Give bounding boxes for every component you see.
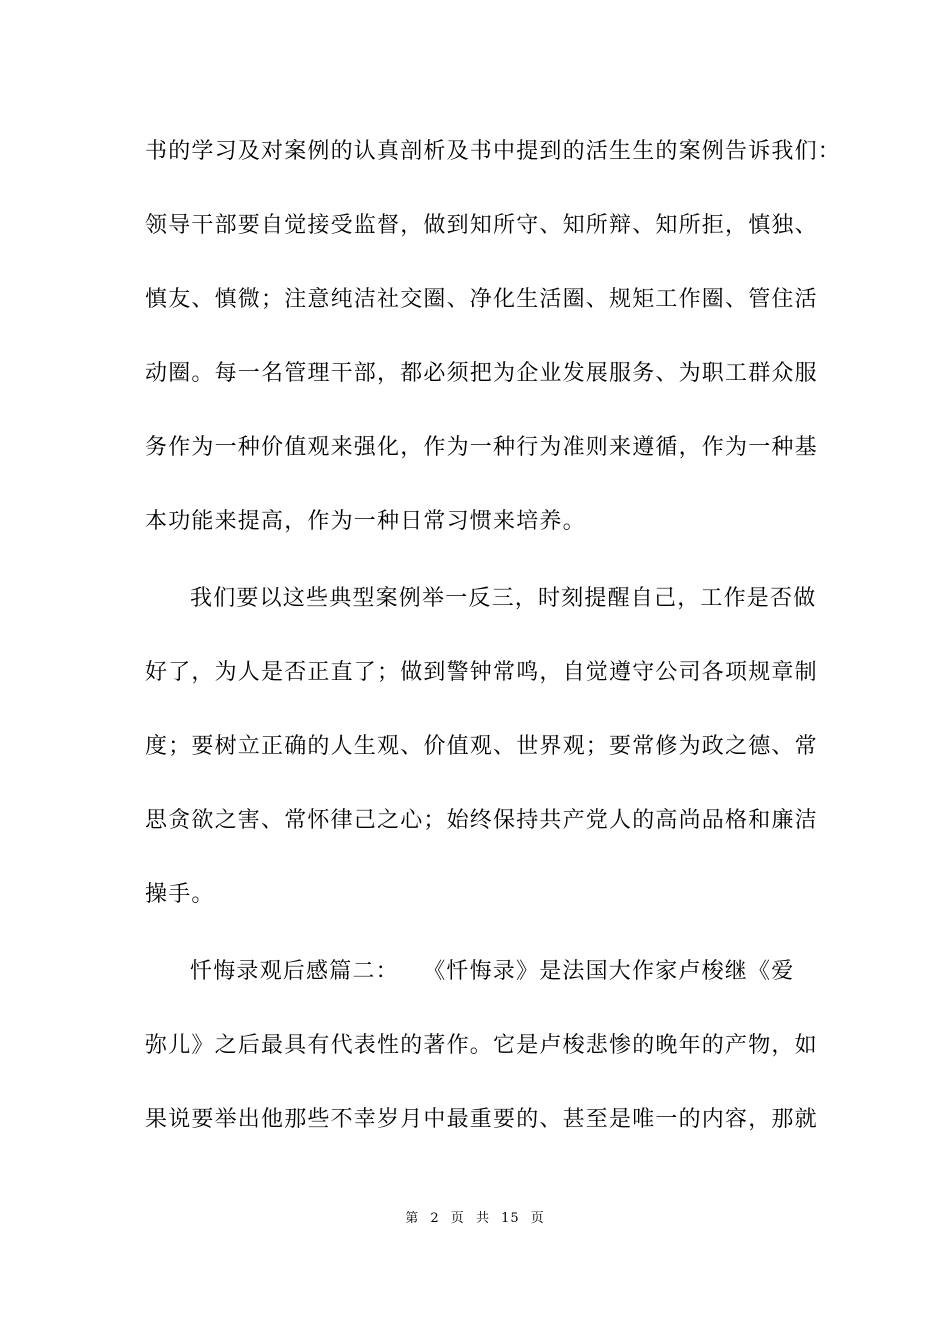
footer-mid2: 共 — [475, 1211, 490, 1226]
text-line: 务作为一种价值观来强化，作为一种行为准则来遵循，作为一种基 — [145, 435, 818, 460]
text-line: 操手。 — [145, 882, 215, 907]
total-pages-number: 15 — [501, 1211, 520, 1226]
footer-prefix: 第 — [405, 1211, 420, 1226]
text-line: 领导干部要自觉接受监督，做到知所守、知所辩、知所拒，慎独、 — [145, 213, 818, 238]
text-line: 弥儿》之后最具有代表性的著作。它是卢梭悲惨的晚年的产物，如 — [145, 1033, 818, 1058]
text-line: 果说要举出他那些不幸岁月中最重要的、甚至是唯一的内容，那就 — [145, 1107, 818, 1132]
text-line: 动圈。每一名管理干部，都必须把为企业发展服务、为职工群众服 — [145, 361, 818, 386]
footer-suffix: 页 — [530, 1211, 545, 1226]
text-line: 思贪欲之害、常怀律己之心；始终保持共产党人的高尚品格和廉洁 — [145, 808, 818, 833]
section-heading-line: 忏悔录观后感篇二： 《忏悔录》是法国大作家卢梭继《爱 — [190, 959, 795, 984]
page-footer — [0, 1210, 950, 1228]
footer-mid1: 页 — [450, 1211, 465, 1226]
text-line: 本功能来提高，作为一种日常习惯来培养。 — [145, 509, 586, 534]
text-line: 好了，为人是否正直了；做到警钟常鸣，自觉遵守公司各项规章制 — [145, 660, 818, 685]
text-line: 书的学习及对案例的认真剖析及书中提到的活生生的案例告诉我们： — [145, 139, 842, 164]
text-line: 慎友、慎微；注意纯洁社交圈、净化生活圈、规矩工作圈、管住活 — [145, 287, 818, 312]
text-line: 度；要树立正确的人生观、价值观、世界观；要常修为政之德、常 — [145, 734, 818, 759]
current-page-number: 2 — [430, 1211, 440, 1226]
paragraph-first-line: 我们要以这些典型案例举一反三，时刻提醒自己，工作是否做 — [190, 586, 817, 611]
